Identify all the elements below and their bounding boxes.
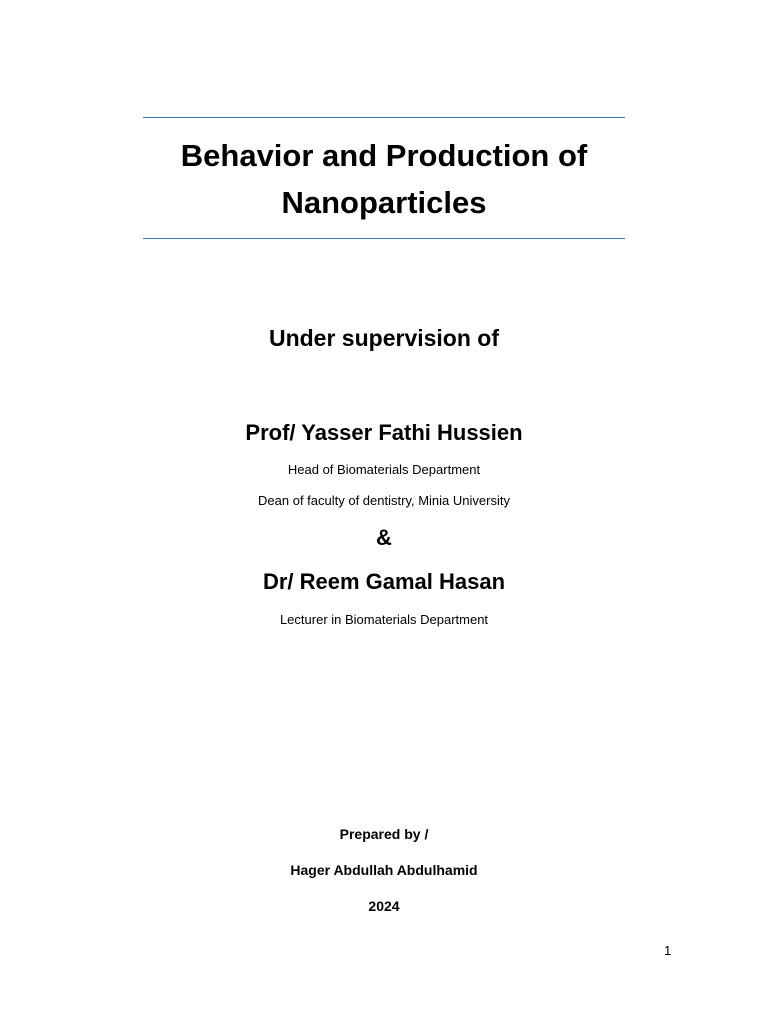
author-name: Hager Abdullah Abdulhamid <box>290 862 478 878</box>
title-bottom-rule <box>143 238 625 239</box>
title-line-1: Behavior and Production of <box>180 138 588 173</box>
supervisor-2-name: Dr/ Reem Gamal Hasan <box>262 569 506 594</box>
title-top-rule <box>143 117 625 118</box>
document-title <box>100 132 668 226</box>
supervisor-1-role-2: Dean of faculty of dentistry, Minia University <box>258 493 510 508</box>
prepared-by-label: Prepared by / <box>339 826 429 842</box>
supervisor-1-name: Prof/ Yasser Fathi Hussien <box>245 420 523 445</box>
year: 2024 <box>368 898 400 914</box>
page-number: 1 <box>664 943 672 958</box>
supervisor-1-role-1: Head of Biomaterials Department <box>287 462 481 477</box>
supervisor-2-role-1: Lecturer in Biomaterials Department <box>279 612 489 627</box>
title-line-2: Nanoparticles <box>281 185 487 220</box>
supervision-heading: Under supervision of <box>268 325 500 351</box>
ampersand: & <box>376 525 392 550</box>
